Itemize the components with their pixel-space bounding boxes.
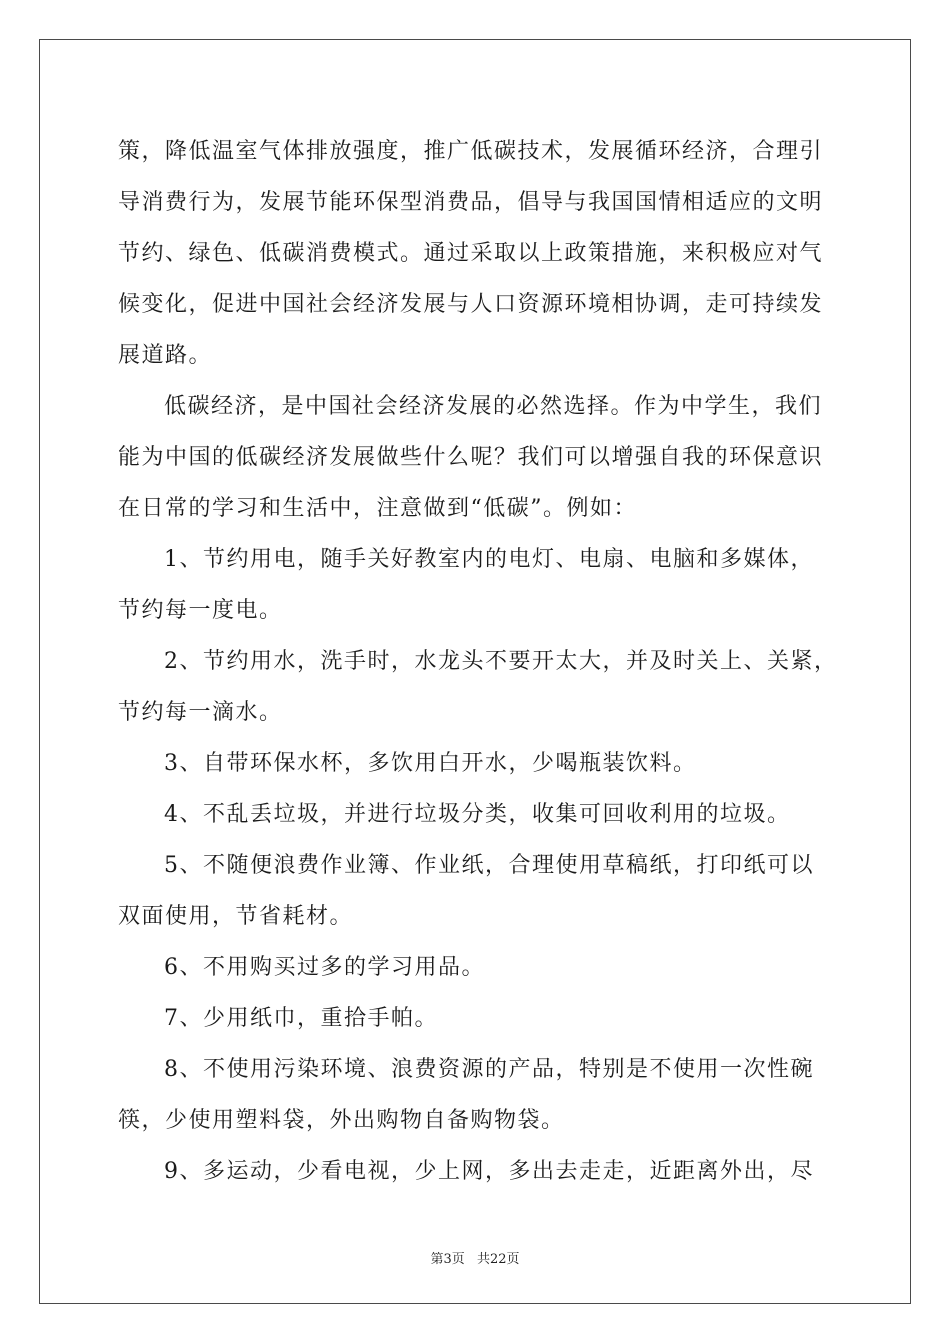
list-item-1-continued: 节约每一度电。 [118, 598, 283, 623]
text-line: 导消费行为，发展节能环保型消费品，倡导与我国国情相适应的文明 [118, 190, 824, 215]
list-item-8-continued: 筷，少使用塑料袋，外出购物自备购物袋。 [118, 1108, 565, 1133]
list-item-5-continued: 双面使用，节省耗材。 [118, 904, 354, 929]
list-item-2-continued: 节约每一滴水。 [118, 700, 283, 725]
page-footer [0, 1248, 950, 1267]
list-item-1: 1、节约用电，随手关好教室内的电灯、电扇、电脑和多媒体， [164, 547, 814, 572]
list-item-3: 3、自带环保水杯，多饮用白开水，少喝瓶装饮料。 [164, 751, 697, 776]
text-line: 展道路。 [118, 343, 213, 368]
page-total: 共22页 [476, 1252, 520, 1267]
text-line: 能为中国的低碳经济发展做些什么呢？我们可以增强自我的环保意识 [118, 445, 824, 470]
list-item-5: 5、不随便浪费作业簿、作业纸，合理使用草稿纸，打印纸可以 [164, 853, 814, 878]
text-line: 节约、绿色、低碳消费模式。通过采取以上政策措施，来积极应对气 [118, 241, 824, 266]
text-line: 策，降低温室气体排放强度，推广低碳技术，发展循环经济，合理引 [118, 139, 824, 164]
list-item-2: 2、节约用水，洗手时，水龙头不要开太大，并及时关上、关紧， [164, 649, 838, 674]
text-line: 候变化，促进中国社会经济发展与人口资源环境相协调，走可持续发 [118, 292, 824, 317]
list-item-8: 8、不使用污染环境、浪费资源的产品，特别是不使用一次性碗 [164, 1057, 814, 1082]
text-line: 在日常的学习和生活中，注意做到“低碳”。例如： [118, 496, 637, 521]
list-item-6: 6、不用购买过多的学习用品。 [164, 955, 485, 980]
list-item-7: 7、少用纸巾，重拾手帕。 [164, 1006, 438, 1031]
list-item-9: 9、多运动，少看电视，少上网，多出去走走，近距离外出，尽 [164, 1159, 814, 1184]
page-number: 第3页 [430, 1252, 465, 1267]
list-item-4: 4、不乱丢垃圾，并进行垃圾分类，收集可回收利用的垃圾。 [164, 802, 791, 827]
document-body [118, 126, 838, 1197]
paragraph-first-line: 低碳经济，是中国社会经济发展的必然选择。作为中学生，我们 [164, 394, 823, 419]
